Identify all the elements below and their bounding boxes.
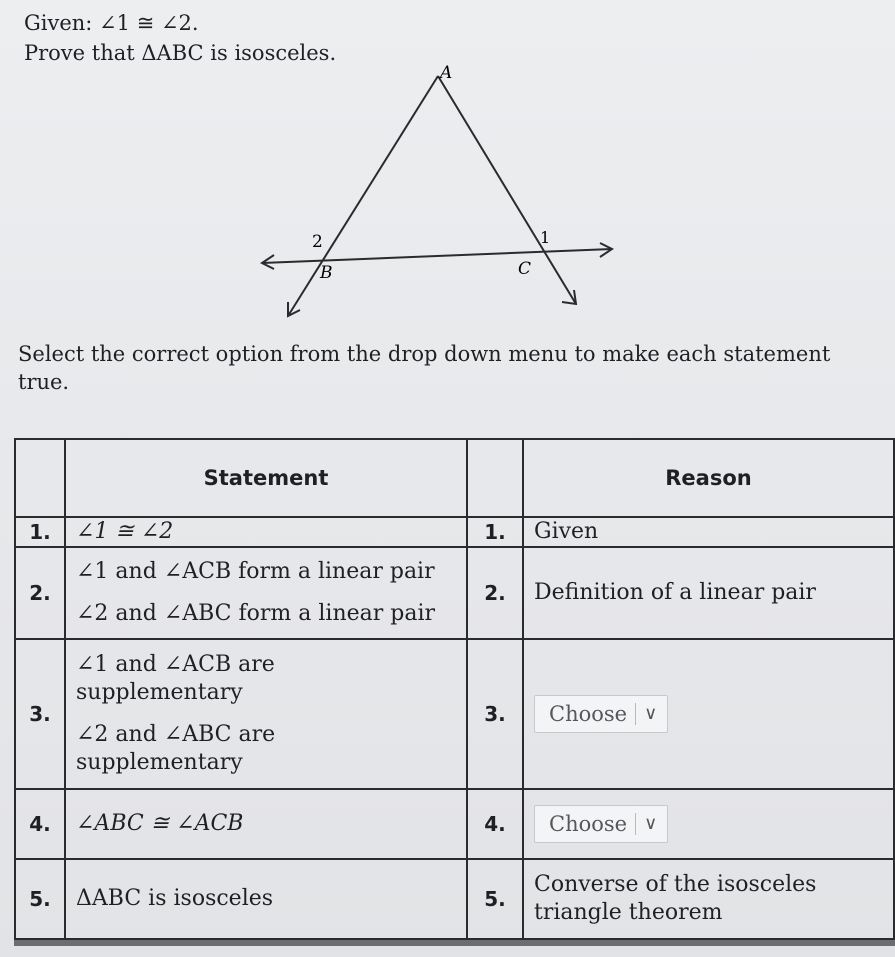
reason-4-dropdown[interactable]: Choose ∨ [534, 805, 668, 843]
given-line: Given: ∠1 ≅ ∠2. [24, 11, 199, 35]
table-row: 2. ∠1 and ∠ACB form a linear pair ∠2 and ∠ABC form a linear pair 2. Definition of a linear pair [15, 547, 894, 639]
reason-cell [523, 639, 894, 789]
proof-table [14, 438, 895, 940]
side-ab-extended [288, 76, 438, 316]
table-row: 4. ∠ABC ≅ ∠ACB 4. Choose ∨ [15, 789, 894, 859]
chevron-down-icon: ∨ [644, 813, 658, 834]
table-row: 5. ΔABC is isosceles 5. Converse of the isosceles triangle theorem [15, 859, 894, 939]
reason-cell: Given [523, 517, 894, 547]
reason-cell: Definition of a linear pair [523, 547, 894, 639]
chevron-down-icon: ∨ [644, 703, 658, 724]
label-b: B [320, 263, 333, 283]
label-angle-2: 2 [312, 232, 323, 252]
table-row: 1. ∠1 ≅ ∠2 1. Given [15, 517, 894, 547]
side-ac-extended [438, 76, 576, 304]
header-row [15, 439, 894, 517]
instructions: Select the correct option from the drop down menu to make each statement true. [18, 342, 831, 394]
table-row: 3. ∠1 and ∠ACB are supplementary ∠2 and ∠ABC are supplementary 3. Choose ∨ [15, 639, 894, 789]
prove-line: Prove that ΔABC is isosceles. [24, 41, 337, 65]
statement-cell: ΔABC is isosceles [65, 859, 467, 939]
reason-cell [523, 789, 894, 859]
statement-cell: ∠1 and ∠ACB are supplementary ∠2 and ∠ABC are supplementary [65, 639, 467, 789]
label-angle-1: 1 [540, 228, 551, 247]
statement-cell: ∠1 ≅ ∠2 [65, 517, 467, 547]
reason-3-dropdown[interactable]: Choose ∨ [534, 695, 668, 733]
reason-cell: Converse of the isosceles triangle theorem [523, 859, 894, 939]
label-c: C [518, 259, 532, 279]
statement-cell: ∠1 and ∠ACB form a linear pair ∠2 and ∠ABC form a linear pair [65, 547, 467, 639]
bottom-edge [14, 940, 895, 946]
triangle-figure [240, 56, 640, 326]
statement-header: Statement [65, 439, 467, 517]
statement-cell: ∠ABC ≅ ∠ACB [65, 789, 467, 859]
label-a: A [440, 63, 453, 83]
reason-header: Reason [523, 439, 894, 517]
